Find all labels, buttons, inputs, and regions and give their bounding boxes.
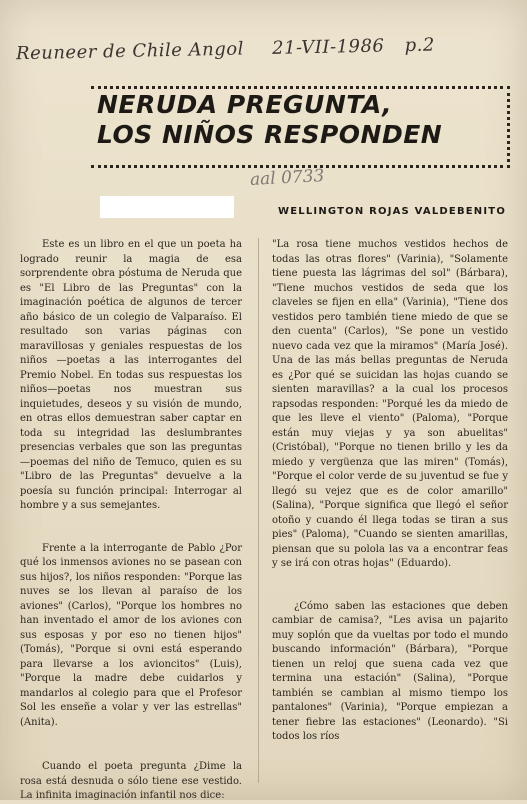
handwritten-source: Reuneer de Chile Angol [15, 38, 245, 65]
article-byline: WELLINGTON ROJAS VALDEBENITO [278, 206, 507, 217]
right-column [272, 238, 508, 745]
headline-line-2: LOS NIÑOS RESPONDEN [97, 120, 443, 149]
paragraph: ¿Cómo saben las estaciones que deben cambiar de camisa?, "Les avisa un pajarito muy soplón que da vueltas por todo el mundo buscando información" (Bárbara), "Porque tienen un reloj que suena cada vez que termina una estación" (Salina), "Porque también se cambian al mismo tiempo los pantalones" (Varinia), "Porque empiezan a tener fiebre las estaciones" (Leonardo). "Si todos los ríos [272, 600, 508, 742]
redacted-area [100, 196, 234, 218]
handwritten-page: p.2 [404, 34, 436, 57]
handwritten-annotation [16, 33, 516, 64]
article-headline [97, 90, 497, 150]
handwritten-date: 21-VII-1986 [271, 35, 385, 59]
headline-line-1: NERUDA PREGUNTA, [97, 90, 393, 119]
paragraph: Este es un libro en el que un poeta ha logrado reunir la magia de esa sorprendente obra póstuma de Neruda que es "El Libro de las Preguntas" con la imaginación poética de algunos de tercer año básico de un colegio de Valparaíso. El resultado son varias páginas con maravillosas y geniales respuestas de los niños —poetas a las interrogantes del Premio Nobel. En todas sus respuestas los niños—poetas nos muestran sus inquietudes, deseos y su visión de mundo, en otras ellos demuestran saber captar en toda su integridad las deslumbrantes presencias verbales que son las preguntas—poemas del niño de Temuco, quien es su "Libro de las Preguntas" devuelve a la poesía su función principal: Interrogar al hombre y a sus semejantes. [20, 239, 242, 511]
paragraph: Cuando el poeta pregunta ¿Dime la rosa está desnuda o sólo tiene ese vestido. La infinita imaginación infantil nos dice: [20, 761, 242, 801]
column-divider [258, 238, 259, 783]
left-column [20, 238, 242, 804]
paragraph: "La rosa tiene muchos vestidos hechos de todas las otras flores" (Varinia), "Solamente tiene puesta las lágrimas del sol" (Bárbara), "Tiene muchos vestidos de seda que los claveles se fijen en ella" (Varinia), "Tiene dos vestidos pero también tiene miedo de que se den cuenta" (Carlos), "Se pone un vestido nuevo cada vez que la miramos" (María José). Una de las más bellas preguntas de Neruda es ¿Por qué se suicidan las hojas cuando se sienten maravillas? a la cual los procesos rapsodas responden: "Porqué les da miedo de que les lleve el viento" (Paloma), "Porque están muy viejas y ya son abuelitas" (Cristóbal), "Porque no tienen brillo y les da miedo y vergüenza que las miren" (Tomás), "Porque el color verde de su juventud se fue y llegó su vejez que es de color amarillo" (Salina), "Porque significa que llegó el señor otoño y cuando él llega todas se tiran a sus pies" (Paloma), "Cuando se sienten amarillas, piensan que su polola las va a encontrar feas y se irá con otras hojas" (Eduardo). [272, 239, 508, 569]
paragraph: Frente a la interrogante de Pablo ¿Por qué los inmensos aviones no se pasean con sus hijos?, los niños responden: "Porque las nuves se los llevan al paraíso de los aviones" (Carlos), "Porque los hombres no han inventado el amor de los aviones con sus esposas y por eso no tienen hijos" (Tomás), "Porque si ovni está esperando para llevarse a los avioncitos" (Luis), "Porque la madre debe cuidarlos y mandarlos al colegio para que el Profesor Sol les enseñe a volar y ver las estrellas" (Anita). [20, 542, 242, 728]
archive-code-stamp: aal 0733 [249, 166, 325, 190]
